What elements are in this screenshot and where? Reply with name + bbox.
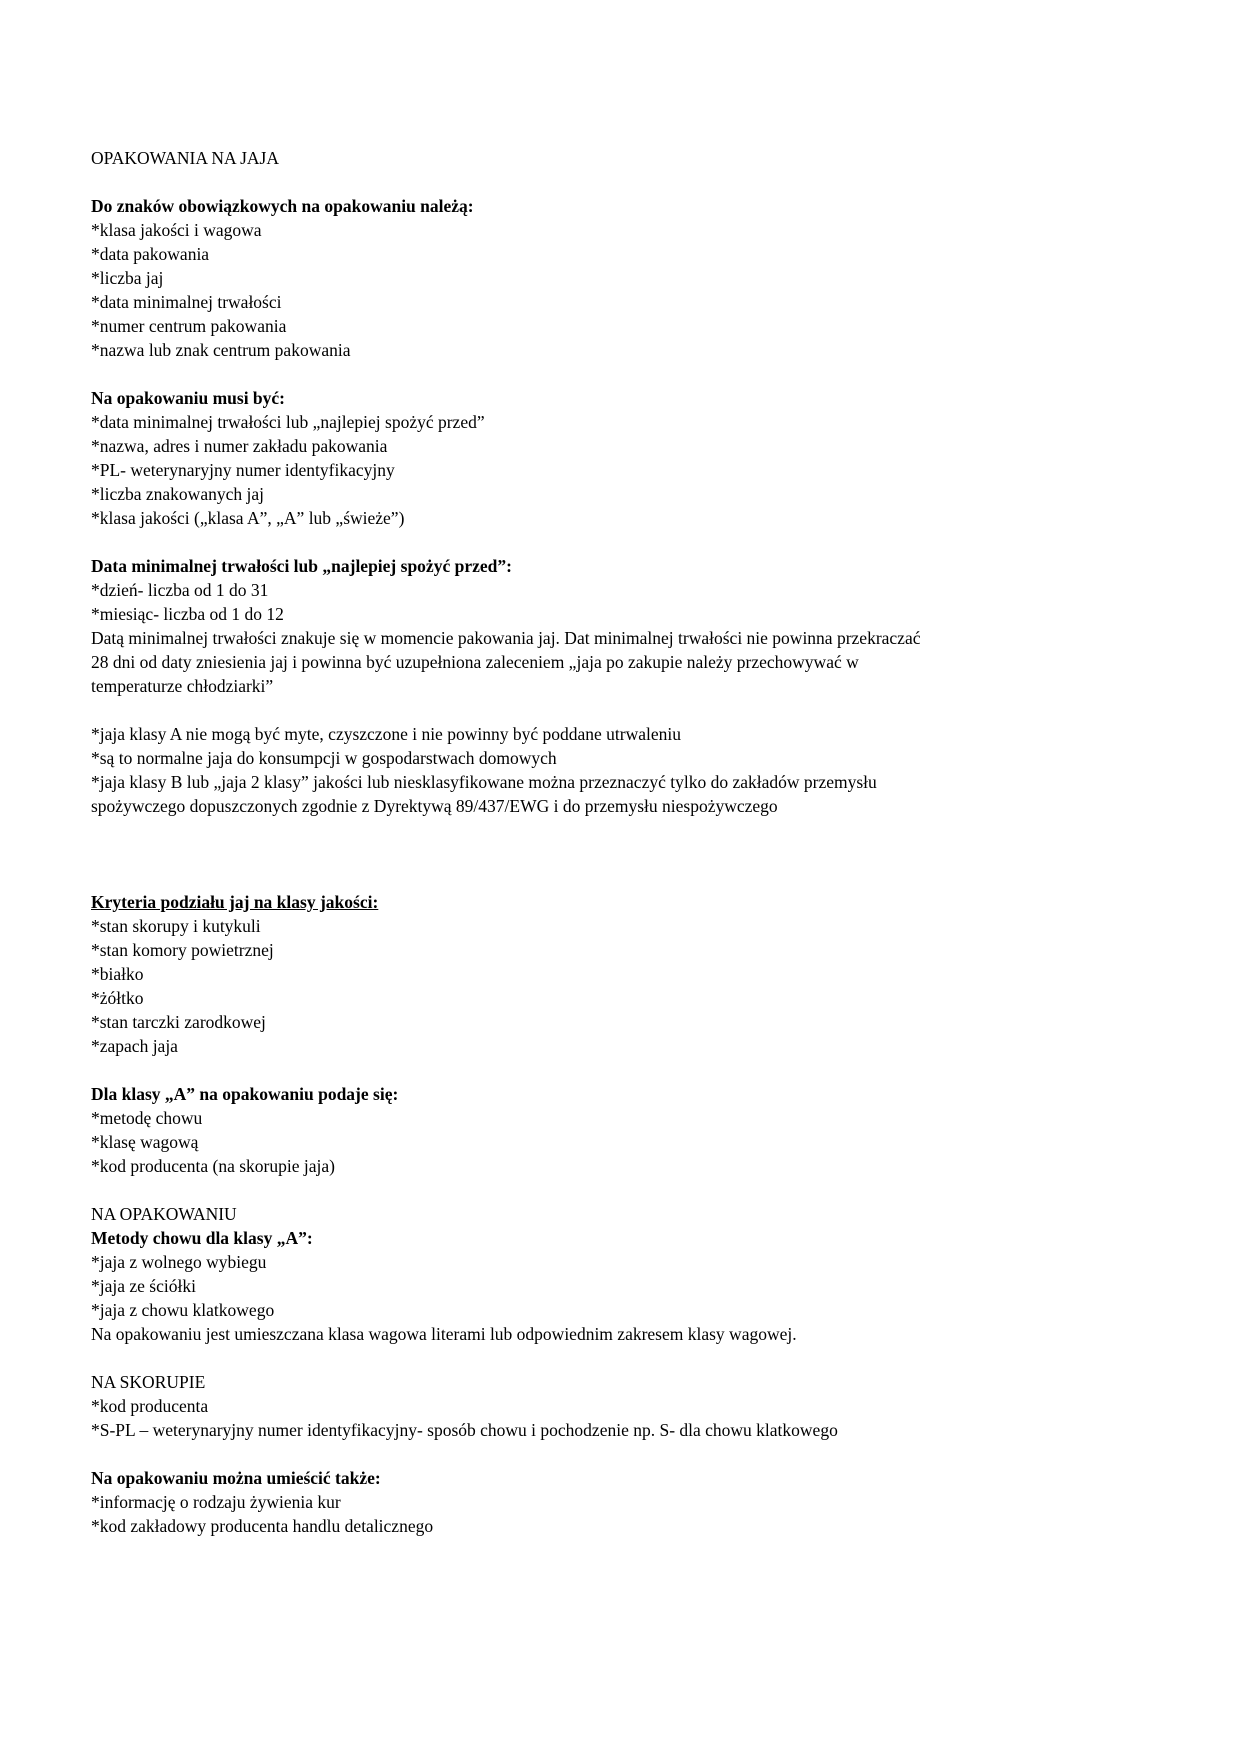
section-heading-quality-criteria: Kryteria podziału jaj na klasy jakości:	[91, 892, 379, 912]
paragraph-line: 28 dni od daty zniesienia jaj i powinna być uzupełniona zaleceniem „jaja po zakupie należy przechowywać w	[91, 652, 859, 672]
paragraph-line: Datą minimalnej trwałości znakuje się w momencie pakowania jaj. Dat minimalnej trwałości nie powinna przekraczać	[91, 628, 921, 648]
list-item: *miesiąc- liczba od 1 do 12	[91, 604, 284, 624]
list-item: *PL- weterynaryjny numer identyfikacyjny	[91, 460, 395, 480]
section-heading-class-a: Dla klasy „A” na opakowaniu podaje się:	[91, 1084, 399, 1104]
list-item: *jaja ze ściółki	[91, 1276, 196, 1296]
section-heading-mandatory-marks: Do znaków obowiązkowych na opakowaniu należą:	[91, 196, 474, 216]
list-item: *jaja z chowu klatkowego	[91, 1300, 275, 1320]
list-item: *jaja klasy B lub „jaja 2 klasy” jakości lub niesklasyfikowane można przeznaczyć tylko do zakładów przemysłu	[91, 772, 877, 792]
list-item: *klasa jakości („klasa A”, „A” lub „świeże”)	[91, 508, 405, 528]
section-heading-must-have: Na opakowaniu musi być:	[91, 388, 286, 408]
document-title: OPAKOWANIA NA JAJA	[91, 148, 279, 168]
list-item: *białko	[91, 964, 144, 984]
list-item: *data minimalnej trwałości lub „najlepiej spożyć przed”	[91, 412, 485, 432]
list-item: *data pakowania	[91, 244, 210, 264]
list-item: *data minimalnej trwałości	[91, 292, 282, 312]
list-item: *nazwa lub znak centrum pakowania	[91, 340, 351, 360]
list-item: *jaja klasy A nie mogą być myte, czyszczone i nie powinny być poddane utrwaleniu	[91, 724, 681, 744]
list-item: *dzień- liczba od 1 do 31	[91, 580, 269, 600]
section-heading-on-shell: NA SKORUPIE	[91, 1372, 206, 1392]
section-heading-best-before: Data minimalnej trwałości lub „najlepiej spożyć przed”:	[91, 556, 512, 576]
list-item: *klasa jakości i wagowa	[91, 220, 262, 240]
list-item: *żółtko	[91, 988, 144, 1008]
list-item: *kod producenta	[91, 1396, 209, 1416]
list-item: *liczba znakowanych jaj	[91, 484, 264, 504]
list-item: *kod producenta (na skorupie jaja)	[91, 1156, 335, 1176]
list-item: *kod zakładowy producenta handlu detalicznego	[91, 1516, 434, 1536]
list-item: *metodę chowu	[91, 1108, 203, 1128]
list-item: *numer centrum pakowania	[91, 316, 287, 336]
section-heading-optional-info: Na opakowaniu można umieścić także:	[91, 1468, 381, 1488]
list-item: *stan komory powietrznej	[91, 940, 274, 960]
list-item: *stan skorupy i kutykuli	[91, 916, 261, 936]
list-item: *są to normalne jaja do konsumpcji w gospodarstwach domowych	[91, 748, 557, 768]
list-item: *informację o rodzaju żywienia kur	[91, 1492, 341, 1512]
list-item: *stan tarczki zarodkowej	[91, 1012, 266, 1032]
document-page	[91, 146, 1091, 1538]
section-heading-rearing-methods: Metody chowu dla klasy „A”:	[91, 1228, 313, 1248]
paragraph-line: temperaturze chłodziarki”	[91, 676, 274, 696]
paragraph-line: Na opakowaniu jest umieszczana klasa wagowa literami lub odpowiednim zakresem klasy wagowej.	[91, 1324, 797, 1344]
list-item: *jaja z wolnego wybiegu	[91, 1252, 267, 1272]
list-item: *zapach jaja	[91, 1036, 178, 1056]
list-item: *S-PL – weterynaryjny numer identyfikacyjny- sposób chowu i pochodzenie np. S- dla chowu klatkowego	[91, 1420, 838, 1440]
paragraph-line: spożywczego dopuszczonych zgodnie z Dyrektywą 89/437/EWG i do przemysłu niespożywczego	[91, 796, 778, 816]
list-item: *klasę wagową	[91, 1132, 199, 1152]
list-item: *liczba jaj	[91, 268, 164, 288]
list-item: *nazwa, adres i numer zakładu pakowania	[91, 436, 388, 456]
section-heading-on-packaging: NA OPAKOWANIU	[91, 1204, 237, 1224]
